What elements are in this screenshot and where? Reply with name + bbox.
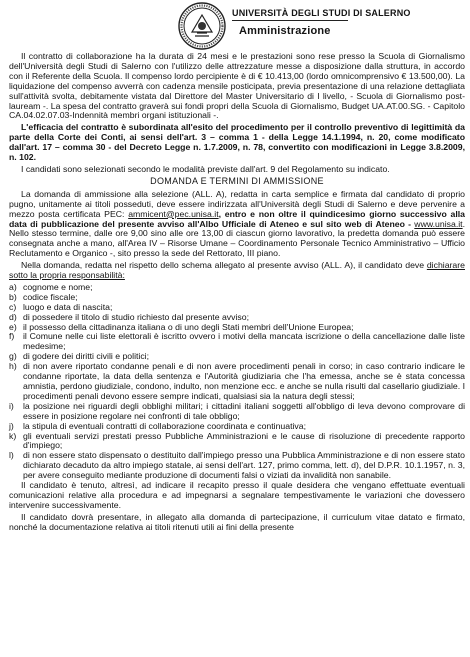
requirement-letter: k) [9, 430, 17, 441]
requirement-item [9, 402, 465, 422]
requirement-text: il Comune nelle cui liste elettorali è iscritto ovvero i motivi della mancata iscrizione o della cancellazione dalle liste medesime; [23, 331, 465, 352]
requirement-text: luogo e data di nascita; [23, 301, 113, 312]
requirement-letter: e) [9, 321, 17, 332]
application-text-2: . Nello stesso termine, dalle ore 9,00 sino alle ore 13,00 di ciascun giorno lavorativo, la predetta domanda può essere consegnata anche a mano, all'Area IV – Risorse Umane – Coordinamento Personale Tecnico Amministrativo – Ufficio Reclutamento e Organico -, sito presso la sede del Rettorato, III piano. [9, 218, 465, 259]
requirements-list [9, 283, 465, 481]
header-rule [232, 20, 348, 21]
university-name: UNIVERSITÀ DEGLI STUDI DI SALERNO [232, 8, 411, 18]
declaration-text: Nella domanda, redatta nel rispetto dello schema allegato al presente avviso (ALL. A), il candidato deve [21, 260, 427, 271]
paragraph-curriculum: Il candidato dovrà presentare, in allegato alla domanda di partecipazione, il curriculum vitae datato e firmato, nonché la documentazione relativa ai titoli ritenuti utili ai fini della presente [9, 511, 465, 532]
requirement-text: di non essere stato dispensato o destituito dall'impiego presso una Pubblica Amministrazione e di non essere stato dichiarato decaduto da altro impiego statale, ai sensi dell'art. 127, primo comma, lett. d), del D.P.R. 10.1.1957, n. 3, per avere conseguito mediante produzione di documenti falsi o viziati da invalidità non sanabile. [23, 450, 465, 481]
requirement-letter: b) [9, 291, 17, 302]
requirement-text: codice fiscale; [23, 291, 78, 302]
declaration-underlined: dichiarare sotto la propria responsabilità: [9, 260, 465, 281]
requirement-letter: g) [9, 351, 17, 362]
requirement-letter: l) [9, 450, 14, 461]
requirement-text: gli eventuali servizi prestati presso Pubbliche Amministrazioni e le cause di risoluzione di precedente rapporto d'impiego; [23, 430, 465, 451]
website-link[interactable]: www.unisa.it [414, 218, 463, 229]
requirement-letter: f) [9, 331, 15, 342]
paragraph-application [9, 190, 465, 259]
paragraph-contract: Il contratto di collaborazione ha la durata di 24 mesi e le prestazioni sono rese presso la Scuola di Giornalismo dell'Università degli Studi di Salerno con l'utilizzo delle attrezzature messe a disposizione dalla struttura, in accordo con il Referente della Scuola. Il compenso lordo percipiente è di € 10.413,00 (lordo omnicomprensivo € 13.500,00). La liquidazione del compenso avverrà con cadenza mensile posticipata, previa presentazione di una relazione dettagliata sull'attività svolta, debitamente vistata dal Direttore del Master Universitario di I livello, - Scuola di Giornalismo post-lauream -. La spesa del contratto graverà sui fondi propri della Scuola di Giornalismo, Budget UA.AT.00.SG. - Capitolo CA.04.02.07.03-Indennità membri organi istituzionali -. [9, 51, 465, 121]
office-name: Amministrazione [239, 25, 331, 37]
requirement-letter: a) [9, 281, 17, 292]
requirement-letter: d) [9, 311, 17, 322]
application-deadline: , entro e non oltre il quindicesimo giorno successivo alla data di pubblicazione del presente avviso all'Albo Ufficiale di Ateneo e sul sito web di Ateneo - [9, 208, 465, 229]
requirement-text: il possesso della cittadinanza italiana o di uno degli Stati membri dell'Unione Europea; [23, 321, 354, 332]
application-text-1: La domanda di ammissione alla selezione (ALL. A), redatta in carta semplice e firmata dal candidato di proprio pugno, unitamente ai titoli posseduti, deve essere indirizzata all'Università degli Studi di Salerno e deve pervenire a mezzo posta certificata PEC: [9, 188, 465, 219]
requirement-letter: h) [9, 361, 17, 372]
requirement-text: la stipula di eventuali contratti di collaborazione coordinata e continuativa; [23, 420, 307, 431]
requirement-text: di non avere riportato condanne penali e di non avere procedimenti penali in corso; in caso contrario indicare le condanne riportate, la data della sentenza e l'Autorità giudiziaria che l'ha emessa, anche se è stata concessa amnistia, perdono giudiziale, condono, indulto, non menzione ecc. e anche se nulla risulti dal casellario giudiziale. I procedimenti penali devono essere sempre indicati, qualsiasi sia la natura degli stessi; [23, 361, 465, 401]
paragraph-declaration [9, 261, 465, 281]
pec-email-link[interactable]: ammicent@pec.unisa.it [128, 208, 219, 219]
requirement-text: la posizione nei riguardi degli obblighi militari; i cittadini italiani soggetti all'obbligo di leva devono comprovare di essere in posizione regolare nei confronti di tale obbligo; [23, 400, 465, 421]
requirement-item [9, 451, 465, 481]
requirement-item [9, 432, 465, 452]
requirement-text: cognome e nome; [23, 281, 93, 292]
document-body [9, 52, 465, 535]
requirement-item [9, 362, 465, 402]
requirement-letter: c) [9, 301, 17, 312]
requirement-text: di godere dei diritti civili e politici; [23, 351, 150, 362]
requirement-item [9, 332, 465, 352]
paragraph-efficacy: L'efficacia del contratto è subordinata all'esito del procedimento per il controllo preventivo di legittimità da parte della Corte dei Conti, ai sensi dell'art. 3 – comma 1 - della Legge 14.1.1994, n. 20, come modificato dall'art. 17 – comma 30 - del Decreto Legge n. 1.7.2009, n. 78, convertito con modificazioni in Legge 3.8.2009, n. 102. [9, 122, 465, 163]
university-seal-icon [178, 2, 226, 50]
paragraph-selection: I candidati sono selezionati secondo le modalità previste dall'art. 9 del Regolamento su indicato. [21, 163, 390, 174]
section-title: DOMANDA E TERMINI DI AMMISSIONE [150, 175, 324, 186]
requirement-letter: j) [9, 420, 14, 431]
requirement-text: di possedere il titolo di studio richiesto dal presente avviso; [23, 311, 249, 322]
paragraph-contact: Il candidato è tenuto, altresì, ad indicare il recapito presso il quale desidera che vengano effettuate eventuali comunicazioni relative alla procedura e ad impegnarsi a segnalare tempestivamente le variazioni che dovessero intervenire successivamente. [9, 480, 465, 510]
requirement-letter: i) [9, 400, 14, 411]
